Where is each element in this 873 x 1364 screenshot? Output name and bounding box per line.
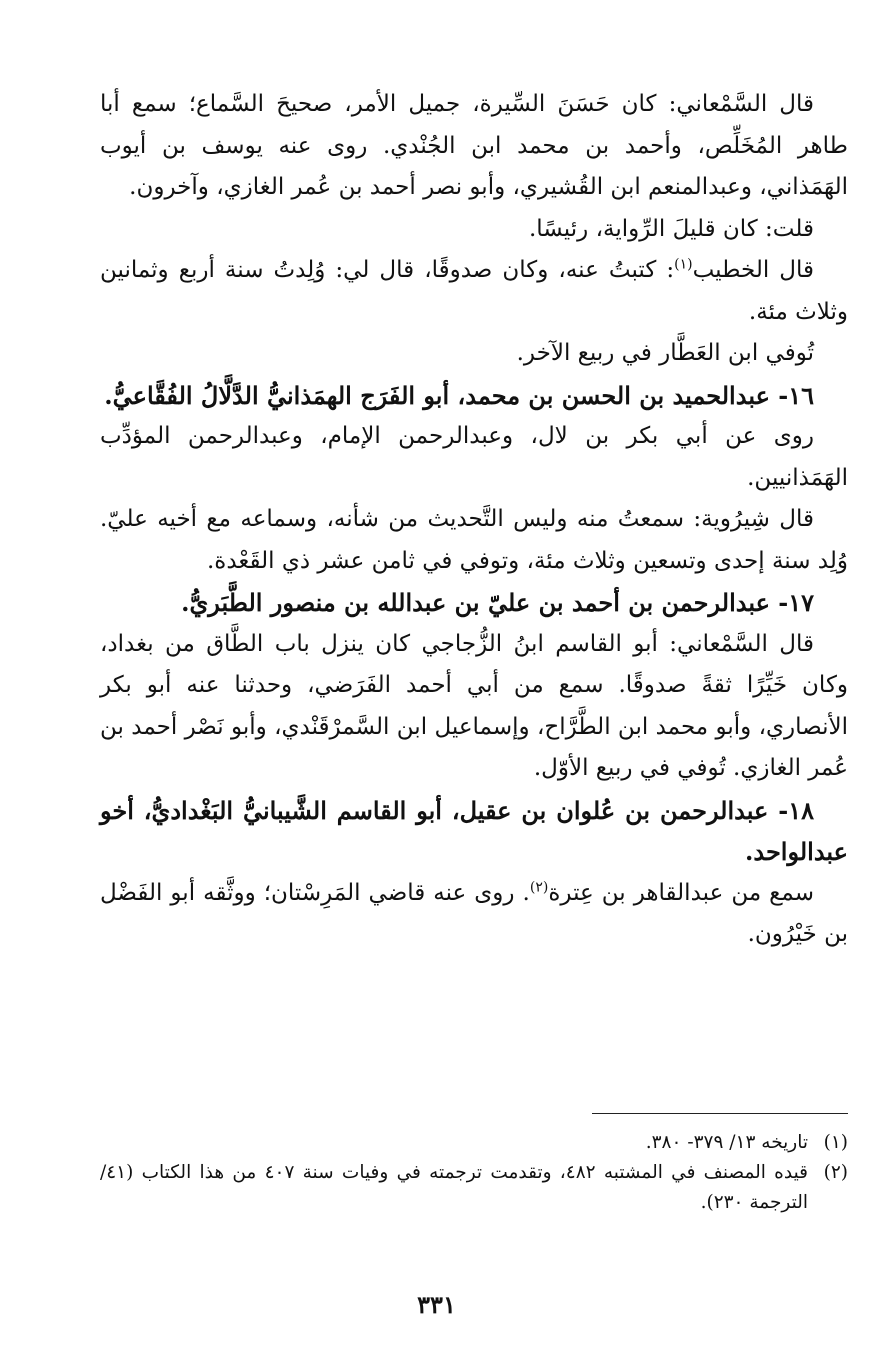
paragraph-text: تُوفي ابن العَطَّار في ربيع الآخر. (516, 340, 814, 366)
footnote-marker: (١) (823, 1132, 848, 1153)
paragraph-text: قلت: كان قليلَ الرِّواية، رئيسًا. (528, 215, 814, 242)
paragraph-text: روى عن أبي بكر بن لال، وعبدالرحمن الإمام، وعبدالرحمن المؤدِّب الهَمَذانيين. (100, 423, 848, 491)
entry-title: عبدالحميد بن الحسن بن محمد، أبو الفَرَج الهمَذانيُّ الدَّلَّالُ الفُقَّاعيُّ. (104, 380, 770, 410)
footnote-text: قيده المصنف في المشتبه ٤٨٢، وتقدمت ترجمته في وفيات سنة ٤٠٧ من هذا الكتاب (٤١/ الترجمة ٢٣٠). (100, 1162, 809, 1213)
entry-number: ١٨- (778, 795, 814, 825)
paragraph-text: سمع من عبدالقاهر بن عِترة (548, 879, 814, 906)
paragraph-khatib (100, 250, 848, 333)
paragraph-text: قال السَّمْعاني: كان حَسَنَ السِّيرة، جميل الأمر، صحيحَ السَّماع؛ سمع أبا طاهر المُخَلِّص، وأحمد بن محمد ابن الجُنْدي. روى عنه يوسف بن أيوب الهَمَذاني، وعبدالمنعم ابن القُشيري، وأبو نصر أحمد بن عُمر الغازي، وآخرون. (100, 91, 848, 200)
paragraph-samani-first (100, 84, 848, 209)
page-number: ٣٣١ (417, 1290, 456, 1319)
paragraph-text: قال السَّمْعاني: أبو القاسم ابنُ الزُّجاجي كان ينزل باب الطَّاق من بغداد، وكان خَيِّرًا ثقةً صدوقًا. سمع من أبي أحمد الفَرَضي، وحدثنا عنه أبو بكر الأنصاري، وأبو محمد ابن الطَّرَّاح، وإسماعيل ابن السَّمرْقَنْدي، وأبو نَصْر أحمد بن عُمر الغازي. تُوفي في ربيع الأوّل. (100, 630, 848, 781)
paragraph-text: قال الخطيب (692, 257, 814, 283)
footnote-item (100, 1158, 848, 1218)
footnotes-section (100, 1128, 848, 1218)
entry-title: عبدالرحمن بن أحمد بن عليّ بن عبدالله بن منصور الطَّبَريُّ. (181, 588, 770, 617)
footnote-item (100, 1128, 848, 1158)
paragraph-entry18-narrators (100, 873, 848, 956)
entry-number: ١٧- (778, 588, 814, 617)
entry-heading-16 (100, 375, 848, 417)
footnote-text: تاريخه ١٣/ ٣٧٩- ٣٨٠. (645, 1132, 808, 1153)
main-text (100, 84, 848, 956)
footnote-divider (592, 1113, 848, 1114)
footnote-reference[interactable]: (١) (674, 256, 693, 273)
paragraph-entry16-narrators (100, 416, 848, 499)
entry-heading-17 (100, 582, 848, 624)
paragraph-author-note (100, 209, 848, 251)
entry-number: ١٦- (778, 380, 814, 410)
paragraph-text: : كتبتُ عنه، وكان صدوقًا، قال لي: وُلِدتُ سنة أربع وثمانين وثلاث مئة. (100, 257, 848, 325)
footnote-reference[interactable]: (٢) (529, 878, 549, 895)
paragraph-text: قال شِيرُوية: سمعتُ منه وليس التَّحديث من شأنه، وسماعه مع أخيه عليّ. وُلِد سنة إحدى وتسعين وثلاث مئة، وتوفي في ثامن عشر ذي القَعْدة. (100, 506, 848, 574)
paragraph-text: . روى عنه قاضي المَرِسْتان؛ ووثَّقه أبو الفَضْل بن خَيْرُون. (100, 879, 848, 947)
paragraph-samani-second (100, 624, 848, 790)
entry-title: عبدالرحمن بن عُلوان بن عقيل، أبو القاسم الشَّيبانيُّ البَغْداديُّ، أخو عبدالواحد. (100, 795, 848, 866)
entry-heading-18 (100, 790, 848, 873)
paragraph-death-note (100, 333, 848, 375)
footnote-marker: (٢) (823, 1162, 848, 1183)
paragraph-shiruya (100, 499, 848, 582)
